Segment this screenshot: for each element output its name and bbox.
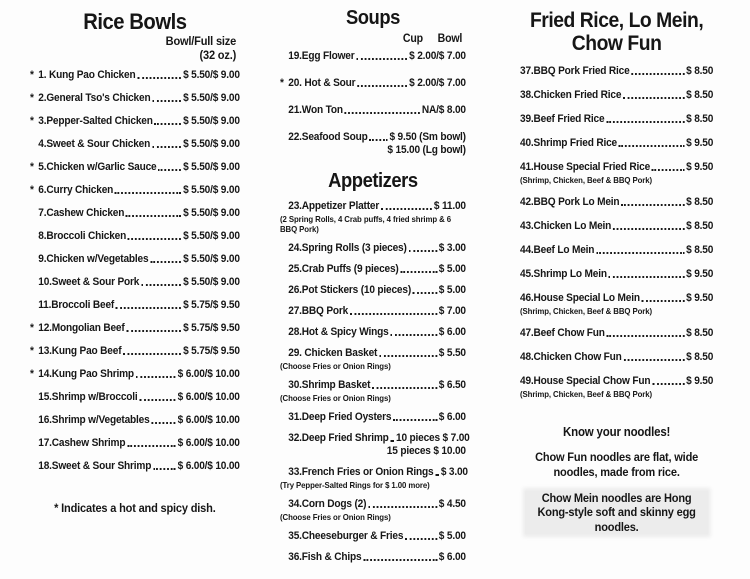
size-header: [30, 35, 240, 63]
spicy-marker: *: [30, 367, 34, 380]
dot-leader: [150, 261, 181, 263]
menu-item: [30, 299, 240, 312]
soups-column-headers: [280, 33, 466, 45]
item-price: $ 5.50/$ 9.00: [183, 68, 240, 81]
dot-leader: [607, 335, 685, 337]
item-price: $ 6.00/$ 10.00: [177, 436, 240, 449]
menu-item: [520, 268, 713, 281]
menu-item-line: [280, 104, 466, 117]
item-name: 48.Chicken Chow Fun: [520, 351, 622, 364]
menu-item-line: [30, 437, 240, 450]
item-price: $ 5.50/$ 9.00: [183, 183, 240, 196]
dot-leader: [151, 422, 175, 424]
menu-item: [520, 196, 713, 209]
item-name: 9.Chicken w/Vegetables: [38, 252, 149, 265]
menu-item: [520, 292, 713, 316]
dot-leader: [409, 250, 437, 252]
menu-item-line: [30, 230, 240, 243]
item-name: 41.House Special Fried Rice: [520, 161, 651, 174]
menu-item: [280, 347, 466, 371]
item-price: $ 8.50: [686, 220, 714, 233]
menu-item: [280, 379, 466, 403]
dot-leader: [642, 300, 685, 302]
dot-leader: [357, 85, 407, 87]
item-price: $ 6.00/$ 10.00: [177, 459, 240, 472]
item-price: $ 6.00: [438, 411, 466, 423]
dot-leader: [152, 100, 181, 102]
fried-rice-title-line1: Fried Rice, Lo Mein,: [529, 9, 704, 32]
item-name: 20. Hot & Sour: [288, 77, 356, 89]
menu-item-line: [520, 220, 713, 233]
item-price: NA/$ 8.00: [421, 104, 466, 116]
dot-leader: [153, 468, 176, 470]
item-price: $ 5.50: [438, 347, 466, 359]
menu-item-line: [520, 89, 713, 102]
item-name: 47.Beef Chow Fun: [520, 327, 605, 340]
menu-item: [280, 411, 466, 424]
menu-item-line: [280, 131, 466, 144]
item-price: $ 8.50: [686, 89, 714, 102]
item-note: (2 Spring Rolls, 4 Crab puffs, 4 fried shrimp & 6 BBQ Pork): [280, 214, 452, 234]
item-price: $ 9.50: [686, 161, 714, 174]
spicy-marker: *: [30, 160, 34, 173]
appetizers-items: [280, 200, 470, 564]
dot-leader: [128, 238, 181, 240]
menu-item-line: [520, 268, 713, 281]
item-name: 43.Chicken Lo Mein: [520, 220, 612, 233]
fried-rice-title: [520, 10, 713, 55]
fried-rice-items: [520, 65, 713, 399]
item-name: 31.Deep Fried Oysters: [288, 411, 392, 423]
item-name: 7.Cashew Chicken: [38, 206, 125, 219]
dot-leader: [381, 208, 432, 210]
item-name: 19.Egg Flower: [288, 50, 355, 62]
menu-item-line: [520, 113, 713, 126]
dot-leader: [356, 58, 407, 60]
menu-item-line: [30, 69, 240, 82]
item-price: $ 5.50/$ 9.00: [183, 137, 240, 150]
spicy-marker: *: [30, 344, 34, 357]
menu-item-line: [30, 345, 240, 358]
item-name: 14.Kung Pao Shrimp: [38, 367, 134, 380]
menu-item: [280, 242, 466, 255]
dot-leader: [390, 334, 437, 336]
menu-item: [30, 345, 240, 358]
menu-item: [30, 368, 240, 381]
item-name: 18.Sweet & Sour Shrimp: [38, 459, 152, 472]
item-price: $ 8.50: [686, 327, 714, 340]
menu-item-line: [280, 242, 466, 255]
dot-leader: [136, 376, 176, 378]
item-name: 10.Sweet & Sour Pork: [38, 275, 140, 288]
item-price: $ 8.50: [686, 196, 714, 209]
item-price: $ 5.00: [438, 284, 466, 296]
menu-item-line: [280, 498, 466, 511]
menu-item: [30, 414, 240, 427]
item-name: 24.Spring Rolls (3 pieces): [288, 242, 407, 254]
menu-item-line: [30, 460, 240, 473]
menu-item: [30, 138, 240, 151]
item-name: 17.Cashew Shrimp: [38, 436, 126, 449]
item-price: $ 3.00: [438, 242, 466, 254]
menu-item: [30, 230, 240, 243]
item-note: (Choose Fries or Onion Rings): [280, 393, 391, 403]
menu-item: [280, 326, 466, 339]
bowl-column-header: Bowl: [437, 33, 463, 45]
item-price: $ 9.50: [686, 292, 714, 305]
menu-item-line: [30, 253, 240, 266]
item-price: $ 6.00: [438, 326, 466, 338]
menu-item: [30, 92, 240, 105]
item-price: $ 6.50: [438, 379, 466, 391]
item-price: $ 4.50: [438, 498, 466, 510]
item-name: 27.BBQ Pork: [288, 305, 349, 317]
chow-fun-note: Chow Fun noodles are flat, wide noodles, made from rice.: [535, 450, 699, 479]
menu-item: [520, 89, 713, 102]
menu-item-line: [280, 530, 466, 543]
menu-item: [280, 77, 466, 90]
dot-leader: [652, 169, 684, 171]
menu-item: [30, 437, 240, 450]
dot-leader: [405, 538, 437, 540]
dot-leader: [596, 252, 684, 254]
item-name: 8.Broccoli Chicken: [38, 229, 127, 242]
menu-item-line: [520, 244, 713, 257]
item-name: 33.French Fries or Onion Rings: [288, 466, 434, 478]
item-price: $ 5.75/$ 9.50: [183, 321, 240, 334]
menu-item: [30, 322, 240, 335]
dot-leader: [372, 387, 437, 389]
menu-item-line: [30, 138, 240, 151]
item-name: 22.Seafood Soup: [288, 131, 368, 143]
menu-item-line: [280, 432, 470, 445]
item-price: $ 8.50: [686, 351, 714, 364]
menu-item: [520, 244, 713, 257]
dot-leader: [152, 146, 181, 148]
menu-item-line: [520, 196, 713, 209]
menu-item-line: [520, 292, 713, 305]
dot-leader: [413, 292, 437, 294]
item-price: $ 5.50/$ 9.00: [183, 275, 240, 288]
spicy-marker: *: [30, 68, 34, 81]
dot-leader: [363, 559, 437, 561]
menu-item-line: [520, 137, 713, 150]
dot-leader: [652, 383, 684, 385]
item-name: 13.Kung Pao Beef: [38, 344, 122, 357]
menu-item-line: [30, 276, 240, 289]
dot-leader: [127, 445, 176, 447]
item-name: 35.Cheeseburger & Fries: [288, 530, 404, 542]
item-price: $ 6.00/$ 10.00: [177, 367, 240, 380]
item-price: 10 pieces $ 7.00: [396, 432, 470, 444]
menu-item-line: [280, 551, 466, 564]
item-name: 30.Shrimp Basket: [288, 379, 371, 391]
item-price: $ 6.00: [438, 551, 466, 563]
appetizers-section: [280, 170, 470, 564]
dot-leader: [350, 313, 437, 315]
noodles-heading: Know your noodles!: [562, 425, 671, 440]
spicy-marker: *: [30, 91, 34, 104]
menu-item-line: [520, 327, 713, 340]
item-name: 1. Kung Pao Chicken: [38, 68, 136, 81]
dot-leader: [369, 139, 387, 141]
menu-item: [520, 113, 713, 126]
spicy-marker: *: [30, 114, 34, 127]
fried-rice-title-line2: Chow Fun: [571, 31, 662, 55]
item-name: 40.Shrimp Fried Rice: [520, 137, 618, 150]
dot-leader: [137, 77, 181, 79]
item-name: 46.House Special Lo Mein: [520, 292, 640, 305]
menu-item: [280, 131, 466, 157]
dot-leader: [158, 169, 181, 171]
menu-item: [30, 69, 240, 82]
menu-item: [280, 551, 466, 564]
menu-item-line: [30, 184, 240, 197]
rice-bowls-items: [30, 69, 240, 473]
dot-leader: [390, 440, 394, 442]
menu-item: [520, 327, 713, 340]
item-price: $ 8.50: [686, 65, 714, 78]
item-price: $ 6.00/$ 10.00: [177, 390, 240, 403]
menu-item: [280, 284, 466, 297]
dot-leader: [126, 330, 181, 332]
rice-bowls-title: Rice Bowls: [83, 9, 187, 34]
item-name: 39.Beef Fried Rice: [520, 113, 605, 126]
spicy-marker: *: [30, 321, 34, 334]
item-price-secondary: $ 15.00 (Lg bowl): [387, 144, 466, 156]
dot-leader: [141, 284, 181, 286]
menu-item-line: [30, 161, 240, 174]
menu-item: [280, 466, 466, 490]
item-name: 16.Shrimp w/Vegetables: [38, 413, 150, 426]
menu-item-line: [520, 375, 713, 388]
item-name: 11.Broccoli Beef: [38, 298, 115, 311]
spicy-marker: *: [280, 77, 284, 89]
item-name: 32.Deep Fried Shrimp: [288, 432, 389, 444]
item-price: $ 5.50/$ 9.00: [183, 160, 240, 173]
dot-leader: [624, 359, 685, 361]
menu-item: [30, 207, 240, 220]
item-price-secondary: 15 pieces $ 10.00: [386, 445, 466, 457]
menu-item-line: [30, 115, 240, 128]
menu-item-line: [30, 322, 240, 335]
menu-item: [520, 220, 713, 233]
menu-item-line: [280, 347, 466, 360]
item-price: $ 5.50/$ 9.00: [183, 114, 240, 127]
chow-mein-note: Chow Mein noodles are Hong Kong-style soft and skinny egg noodles.: [526, 491, 708, 535]
item-name: 23.Appetizer Platter: [288, 200, 380, 212]
dot-leader: [619, 145, 684, 147]
dot-leader: [368, 506, 437, 508]
dot-leader: [139, 399, 175, 401]
size-header-line2: (32 oz.): [199, 47, 237, 62]
item-name: 34.Corn Dogs (2): [288, 498, 367, 510]
item-price: $ 6.00/$ 10.00: [177, 413, 240, 426]
dot-leader: [400, 271, 437, 273]
menu-item-line: [30, 391, 240, 404]
item-price: $ 5.50/$ 9.00: [183, 206, 240, 219]
dot-leader: [613, 228, 684, 230]
menu-item: [280, 263, 466, 276]
menu-item-line: [280, 50, 466, 63]
item-name: 45.Shrimp Lo Mein: [520, 268, 607, 281]
item-name: 15.Shrimp w/Broccoli: [38, 390, 138, 403]
dot-leader: [379, 355, 437, 357]
menu-item: [30, 391, 240, 404]
item-price: $ 5.50/$ 9.00: [183, 252, 240, 265]
item-name: 3.Pepper-Salted Chicken: [38, 114, 153, 127]
dot-leader: [623, 97, 684, 99]
menu-item-line: [520, 65, 713, 78]
size-header-line1: Bowl/Full size: [165, 34, 237, 49]
menu-item: [30, 253, 240, 266]
spicy-marker: *: [30, 183, 34, 196]
menu-item: [280, 200, 466, 234]
cup-column-header: Cup: [402, 33, 423, 45]
menu-item-line: [280, 411, 466, 424]
item-price: $ 8.50: [686, 244, 714, 257]
menu-item-line: [520, 351, 713, 364]
item-price: $ 11.00: [433, 200, 466, 212]
menu-item-line: [280, 263, 466, 276]
rice-bowls-section: [30, 10, 240, 515]
item-name: 42.BBQ Pork Lo Mein: [520, 196, 620, 209]
menu-item: [520, 65, 713, 78]
item-note: (Shrimp, Chicken, Beef & BBQ Pork): [520, 175, 653, 186]
menu-item-line: [280, 326, 466, 339]
dot-leader: [116, 307, 181, 309]
item-price: $ 3.00: [440, 466, 468, 478]
dot-leader: [631, 73, 684, 75]
item-price: $ 5.50/$ 9.00: [183, 229, 240, 242]
item-price: $ 9.50: [686, 268, 714, 281]
dot-leader: [123, 353, 181, 355]
menu-item: [30, 276, 240, 289]
noodles-info: [520, 425, 713, 534]
item-price: $ 9.50: [686, 375, 714, 388]
item-price: $ 2.00/$ 7.00: [409, 77, 466, 89]
item-price: $ 5.00: [438, 530, 466, 542]
dot-leader: [393, 419, 437, 421]
item-name: 38.Chicken Fried Rice: [520, 89, 622, 102]
item-price: $ 5.75/$ 9.50: [183, 344, 240, 357]
item-price: $ 5.50/$ 9.00: [183, 91, 240, 104]
menu-item-line: [280, 466, 466, 479]
menu-item: [280, 498, 466, 522]
menu-item-line: [280, 200, 466, 213]
item-name: 21.Won Ton: [288, 104, 343, 116]
dot-leader: [115, 192, 181, 194]
item-name: 36.Fish & Chips: [288, 551, 362, 563]
item-note: (Choose Fries or Onion Rings): [280, 512, 391, 522]
dot-leader: [126, 215, 181, 217]
dot-leader: [606, 121, 684, 123]
item-name: 37.BBQ Pork Fried Rice: [520, 65, 630, 78]
menu-item: [30, 460, 240, 473]
dot-leader: [345, 112, 420, 114]
dot-leader: [435, 474, 439, 476]
menu-item: [280, 530, 466, 543]
appetizers-title: Appetizers: [328, 170, 418, 192]
item-name: 4.Sweet & Sour Chicken: [38, 137, 151, 150]
soups-title: Soups: [345, 7, 400, 29]
menu-item-line: [30, 207, 240, 220]
menu-item-line: [280, 284, 466, 297]
menu-item: [520, 161, 713, 185]
menu-item: [280, 432, 470, 458]
item-name: 44.Beef Lo Mein: [520, 244, 595, 257]
spicy-footnote: * Indicates a hot and spicy dish.: [54, 500, 216, 515]
item-name: 28.Hot & Spicy Wings: [288, 326, 389, 338]
item-name: 2.General Tso's Chicken: [38, 91, 151, 104]
item-name: 25.Crab Puffs (9 pieces): [288, 263, 399, 275]
menu-item: [30, 115, 240, 128]
menu-item-line: [30, 92, 240, 105]
item-price: $ 8.50: [686, 113, 714, 126]
menu-item-line: [280, 77, 466, 90]
menu-item-line: [520, 161, 713, 174]
dot-leader: [609, 276, 685, 278]
item-price: $ 5.75/$ 9.50: [183, 298, 240, 311]
menu-item-line: [30, 299, 240, 312]
item-name: 12.Mongolian Beef: [38, 321, 125, 334]
menu-item-line: [280, 305, 466, 318]
menu-item: [520, 351, 713, 364]
item-price: $ 9.50 (Sm bowl): [389, 131, 466, 143]
item-price: $ 5.00: [438, 263, 466, 275]
item-price: $ 2.00/$ 7.00: [409, 50, 466, 62]
menu-item: [280, 104, 466, 117]
menu-item-line: [30, 414, 240, 427]
item-price: $ 9.50: [686, 137, 714, 150]
item-name: 6.Curry Chicken: [38, 183, 114, 196]
menu-item: [30, 161, 240, 174]
menu-item: [280, 305, 466, 318]
dot-leader: [621, 204, 684, 206]
item-price: $ 7.00: [438, 305, 466, 317]
item-note: (Shrimp, Chicken, Beef & BBQ Pork): [520, 389, 653, 400]
item-name: 26.Pot Stickers (10 pieces): [288, 284, 412, 296]
item-note: (Shrimp, Chicken, Beef & BBQ Pork): [520, 306, 653, 317]
fried-rice-section: [520, 10, 713, 545]
menu-item: [520, 137, 713, 150]
soups-items: [280, 50, 466, 157]
menu-item: [520, 375, 713, 399]
item-name: 29. Chicken Basket: [288, 347, 378, 359]
dot-leader: [155, 123, 182, 125]
item-note: (Choose Fries or Onion Rings): [280, 361, 391, 371]
menu-item: [280, 50, 466, 63]
item-note: (Try Pepper-Salted Rings for $ 1.00 more): [280, 480, 430, 490]
menu-item: [30, 184, 240, 197]
middle-column: [280, 7, 470, 572]
item-name: 49.House Special Chow Fun: [520, 375, 651, 388]
soups-section: [280, 8, 466, 157]
menu-item-line: [30, 368, 240, 381]
item-name: 5.Chicken w/Garlic Sauce: [38, 160, 157, 173]
menu-item-line: [280, 379, 466, 392]
